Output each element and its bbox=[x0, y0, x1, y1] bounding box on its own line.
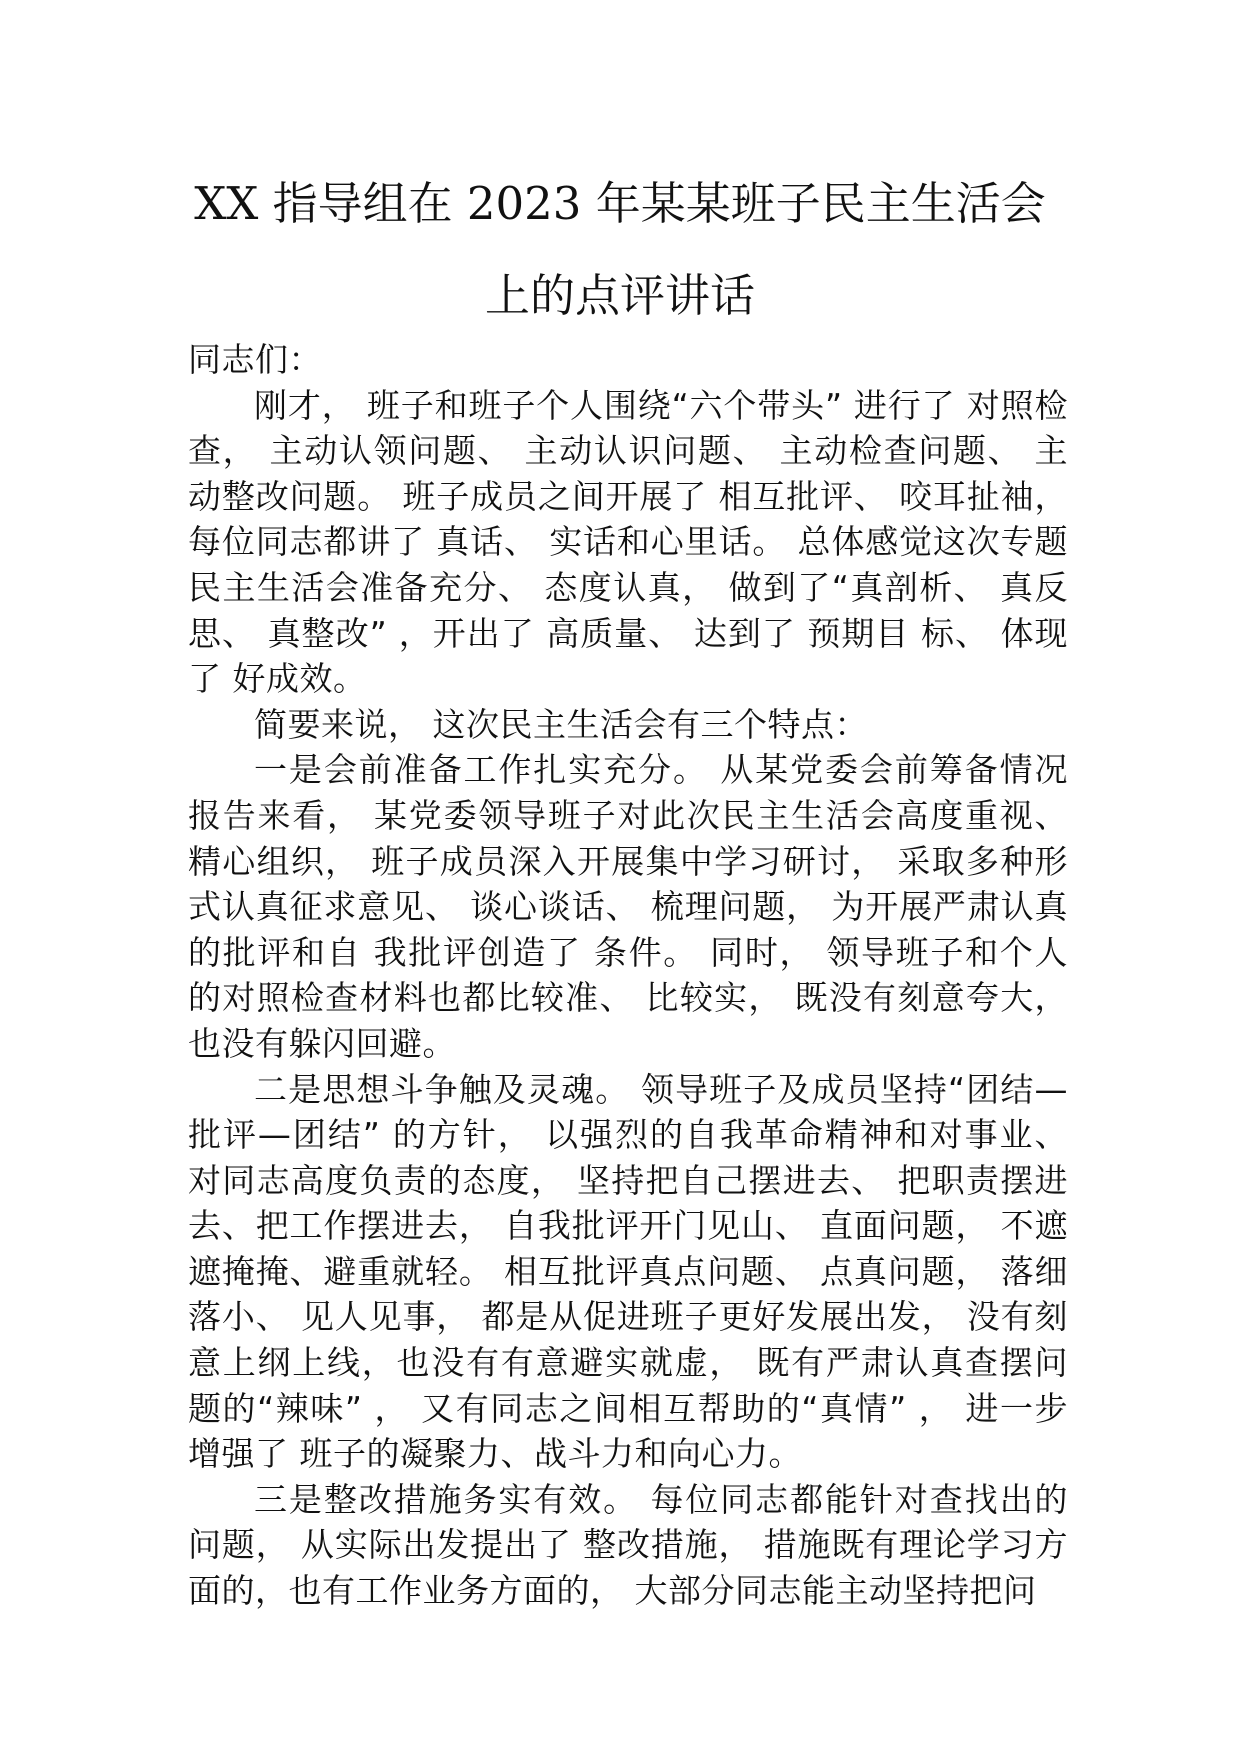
paragraph-1: 刚才， 班子和班子个人围绕“六个带头” 进行了 对照检查， 主动认领问题、 主动认识问题、 主动检查问题、 主动整改问题。 班子成员之间开展了 相互批评、 咬耳扯袖， 每位同志都讲了 真话、 实话和心里话。 总体感觉这次专题民主生活会准备充分、 态度认真， 做到了“真剖析、 真反思、 真整改” ，开出了 高质量、 达到了 预期目 标、 体现了 好成效。 bbox=[188, 385, 1068, 699]
paragraph-2: 简要来说， 这次民主生活会有三个特点： bbox=[254, 704, 868, 744]
paragraph-5: 三是整改措施务实有效。 每位同志都能针对查找出的问题， 从实际出发提出了 整改措施， 措施既有理论学习方面的，也有工作业务方面的， 大部分同志能主动坚持把问 bbox=[188, 1479, 1068, 1611]
paragraph-4: 二是思想斗争触及灵魂。 领导班子及成员坚持“团结—批评—团结” 的方针， 以强烈的自我革命精神和对事业、 对同志高度负责的态度， 坚持把自己摆进去、 把职责摆进去、把工作摆进去， 自我批评开门见山、 直面问题， 不遮遮掩掩、避重就轻。 相互批评真点问题、 点真问题， 落细落小、 见人见事， 都是从促进班子更好发展出发， 没有刻意上纲上线，也没有有意避实就虚， 既有严肃认真查摆问题的“辣味” ， 又有同志之间相互帮助的“真情” ， 进一步增强了 班子的凝聚力、战斗力和向心力。 bbox=[188, 1069, 1068, 1474]
document-body bbox=[188, 337, 1068, 1614]
document-title bbox=[150, 158, 1090, 342]
title-line-2: 上的点评讲话 bbox=[484, 269, 755, 322]
salutation: 同志们： bbox=[188, 340, 322, 379]
paragraph-3: 一是会前准备工作扎实充分。 从某党委会前筹备情况报告来看， 某党委领导班子对此次民主生活会高度重视、 精心组织， 班子成员深入开展集中学习研讨， 采取多种形式认真征求意见、 谈心谈话、 梳理问题， 为开展严肃认真的批评和自 我批评创造了 条件。 同时， 领导班子和个人的对照检查材料也都比较准、 比较实， 既没有刻意夸大， 也没有躲闪回避。 bbox=[188, 750, 1068, 1063]
title-line-1: XX 指导组在 2023 年某某班子民主生活会 bbox=[194, 177, 1046, 230]
